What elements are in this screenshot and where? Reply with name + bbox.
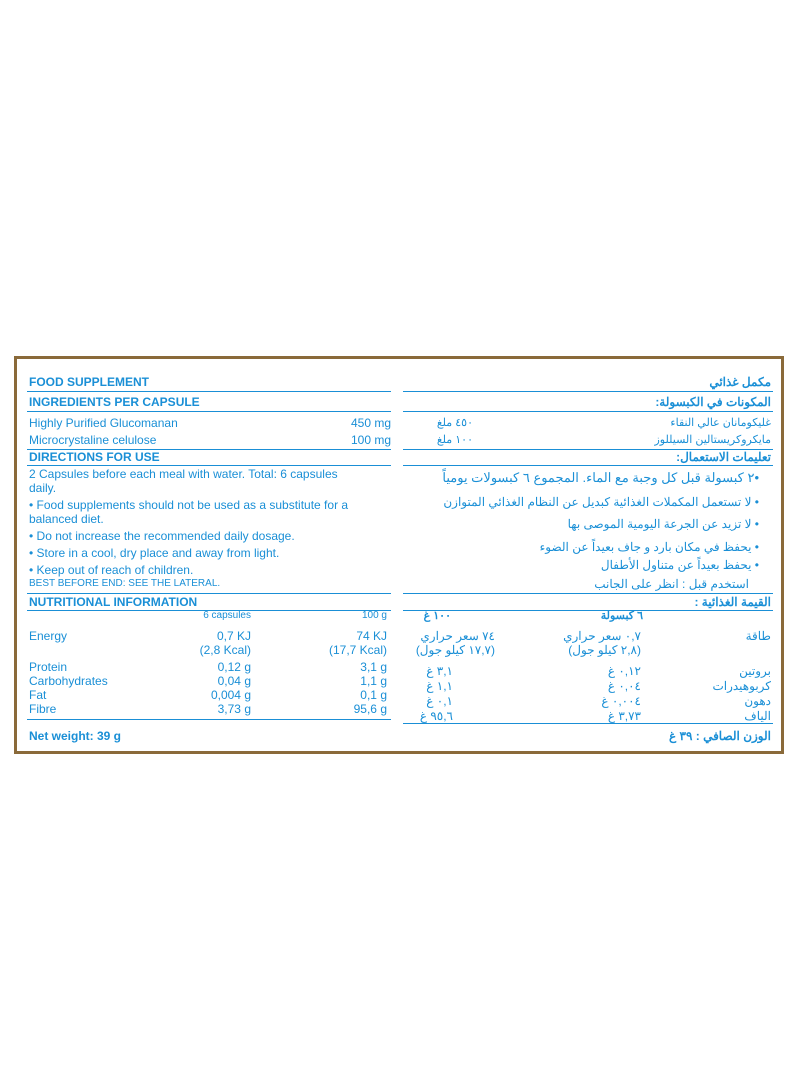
direction-line: balanced diet.	[29, 512, 104, 526]
nutrient-caps-ar: ٣,٧٣ غ	[607, 709, 641, 723]
direction-line-ar: • يحفظ بعيداً عن متناول الأطفال	[600, 558, 759, 572]
ingredient-row-ar	[403, 416, 773, 430]
nutrient-caps: 0,12 g	[217, 660, 251, 674]
ingredient-name: Highly Purified Glucomanan	[29, 416, 178, 430]
divider	[27, 411, 391, 412]
nutrition-header-ar: القيمة الغذائية :	[694, 595, 771, 609]
energy-kj-100: 74 KJ	[356, 629, 387, 643]
nutrient-row-ar	[403, 709, 773, 723]
nutrition-col-headers	[27, 609, 391, 623]
divider	[27, 391, 391, 392]
nutrient-row	[27, 674, 391, 688]
nutrient-label: Carbohydrates	[29, 674, 108, 688]
direction-line: • Do not increase the recommended daily dosage.	[29, 529, 295, 543]
best-before: BEST BEFORE END: SEE THE LATERAL.	[29, 578, 221, 589]
energy-row	[27, 629, 391, 643]
divider	[403, 465, 773, 466]
nutrient-label: Protein	[29, 660, 68, 674]
direction-line-ar: • يحفظ في مكان بارد و جاف بعيداً عن الضوء	[539, 540, 759, 554]
label-frame	[14, 356, 784, 754]
ingredient-name-ar: مايكروكريستالين السيللوز	[654, 434, 771, 446]
col-100g-ar: ١٠٠ غ	[423, 610, 451, 622]
ingredient-row	[27, 416, 391, 430]
divider	[27, 593, 391, 594]
nutrient-label-ar: دهون	[744, 694, 771, 708]
nutrient-row-ar	[403, 664, 773, 678]
col-100g: 100 g	[361, 610, 387, 621]
energy-kcal-row	[27, 643, 391, 657]
energy-kcal-100-ar: (١٧,٧ كيلو جول)	[415, 643, 495, 657]
ingredient-name-ar: غليكومانان عالي النقاء	[670, 417, 771, 429]
net-weight-ar: الوزن الصافي : ٣٩ غ	[669, 729, 771, 743]
nutrient-caps: 0,04 g	[217, 674, 251, 688]
energy-kcal-caps-ar: (٢,٨ كيلو جول)	[568, 643, 641, 657]
nutrient-row	[27, 688, 391, 702]
ingredients-header-ar: المكونات في الكبسولة:	[655, 395, 771, 409]
nutrient-label: Fat	[29, 688, 47, 702]
ingredient-amount-ar: ١٠٠ ملغ	[436, 434, 473, 446]
ingredient-amount-ar: ٤٥٠ ملغ	[436, 417, 473, 429]
ingredient-row	[27, 433, 391, 447]
nutrient-100-ar: ٠,١ غ	[426, 694, 453, 708]
divider	[403, 593, 773, 594]
nutrient-100-ar: ١,١ غ	[426, 679, 453, 693]
nutrition-col-headers-ar	[403, 609, 773, 623]
nutrient-caps-ar: ٠,١٢ غ	[607, 664, 641, 678]
nutrient-label-ar: بروتين	[739, 664, 771, 678]
net-weight: Net weight: 39 g	[29, 729, 122, 743]
nutrient-caps-ar: ٠,٠٠٤ غ	[601, 694, 641, 708]
direction-line-ar: • لا تزيد عن الجرعة اليومية الموصى بها	[567, 517, 759, 531]
direction-line-ar: •٢ كبسولة قبل كل وجبة مع الماء. المجموع ٦ كبسولات يومياً	[442, 470, 759, 485]
nutrient-label-ar: طاقة	[745, 629, 771, 643]
nutrient-caps-ar: ٠,٠٤ غ	[607, 679, 641, 693]
directions-header: DIRECTIONS FOR USE	[29, 450, 160, 464]
nutrient-row-ar	[403, 694, 773, 708]
nutrient-label: Fibre	[29, 702, 57, 716]
nutrient-label: Energy	[29, 629, 68, 643]
direction-line: • Food supplements should not be used as a substitute for a	[29, 498, 349, 512]
energy-kcal-100: (17,7 Kcal)	[328, 643, 387, 657]
nutrient-row-ar	[403, 679, 773, 693]
direction-line: 2 Capsules before each meal with water. Total: 6 capsules	[29, 467, 338, 481]
divider	[27, 719, 391, 720]
nutrient-100-ar: ٣,١ غ	[426, 664, 453, 678]
directions-header-ar: تعليمات الاستعمال:	[676, 450, 771, 464]
col-capsules-ar: ٦ كبسولة	[600, 610, 643, 622]
divider	[27, 465, 391, 466]
title: FOOD SUPPLEMENT	[29, 375, 150, 389]
direction-line: • Store in a cool, dry place and away from light.	[29, 546, 280, 560]
title-ar: مكمل غذائي	[709, 375, 771, 389]
nutrient-row	[27, 702, 391, 716]
ingredient-amount: 100 mg	[350, 433, 391, 447]
best-before-ar: استخدم قبل : انظر على الجانب	[594, 577, 749, 591]
col-capsules: 6 capsules	[203, 610, 251, 621]
divider	[403, 391, 773, 392]
nutrient-100-ar: ٩٥,٦ غ	[419, 709, 453, 723]
ingredients-header: INGREDIENTS PER CAPSULE	[29, 395, 200, 409]
direction-line: • Keep out of reach of children.	[29, 563, 194, 577]
nutrient-100: 95,6 g	[353, 702, 387, 716]
energy-kcal-row-ar	[403, 643, 773, 657]
nutrient-label-ar: كربوهيدرات	[712, 679, 771, 693]
nutrient-100: 1,1 g	[360, 674, 387, 688]
nutrient-label-ar: الياف	[744, 709, 771, 723]
energy-kj-caps-ar: ٠,٧ سعر حراري	[563, 629, 641, 643]
energy-kj-caps: 0,7 KJ	[216, 629, 251, 643]
nutrient-100: 0,1 g	[360, 688, 387, 702]
ingredient-name: Microcrystaline celulose	[29, 433, 157, 447]
ingredient-row-ar	[403, 433, 773, 447]
nutrition-header: NUTRITIONAL INFORMATION	[29, 595, 198, 609]
direction-line-ar: • لا تستعمل المكملات الغذائية كبديل عن النظام الغذائي المتوازن	[443, 495, 759, 509]
nutrient-100: 3,1 g	[360, 660, 387, 674]
energy-kj-100-ar: ٧٤ سعر حراري	[420, 629, 495, 643]
energy-row-ar	[403, 629, 773, 643]
ingredient-amount: 450 mg	[350, 416, 391, 430]
divider	[403, 723, 773, 724]
nutrient-caps: 3,73 g	[217, 702, 251, 716]
nutrient-caps: 0,004 g	[210, 688, 251, 702]
direction-line: daily.	[29, 481, 57, 495]
divider	[403, 411, 773, 412]
nutrient-row	[27, 660, 391, 674]
energy-kcal-caps: (2,8 Kcal)	[199, 643, 251, 657]
